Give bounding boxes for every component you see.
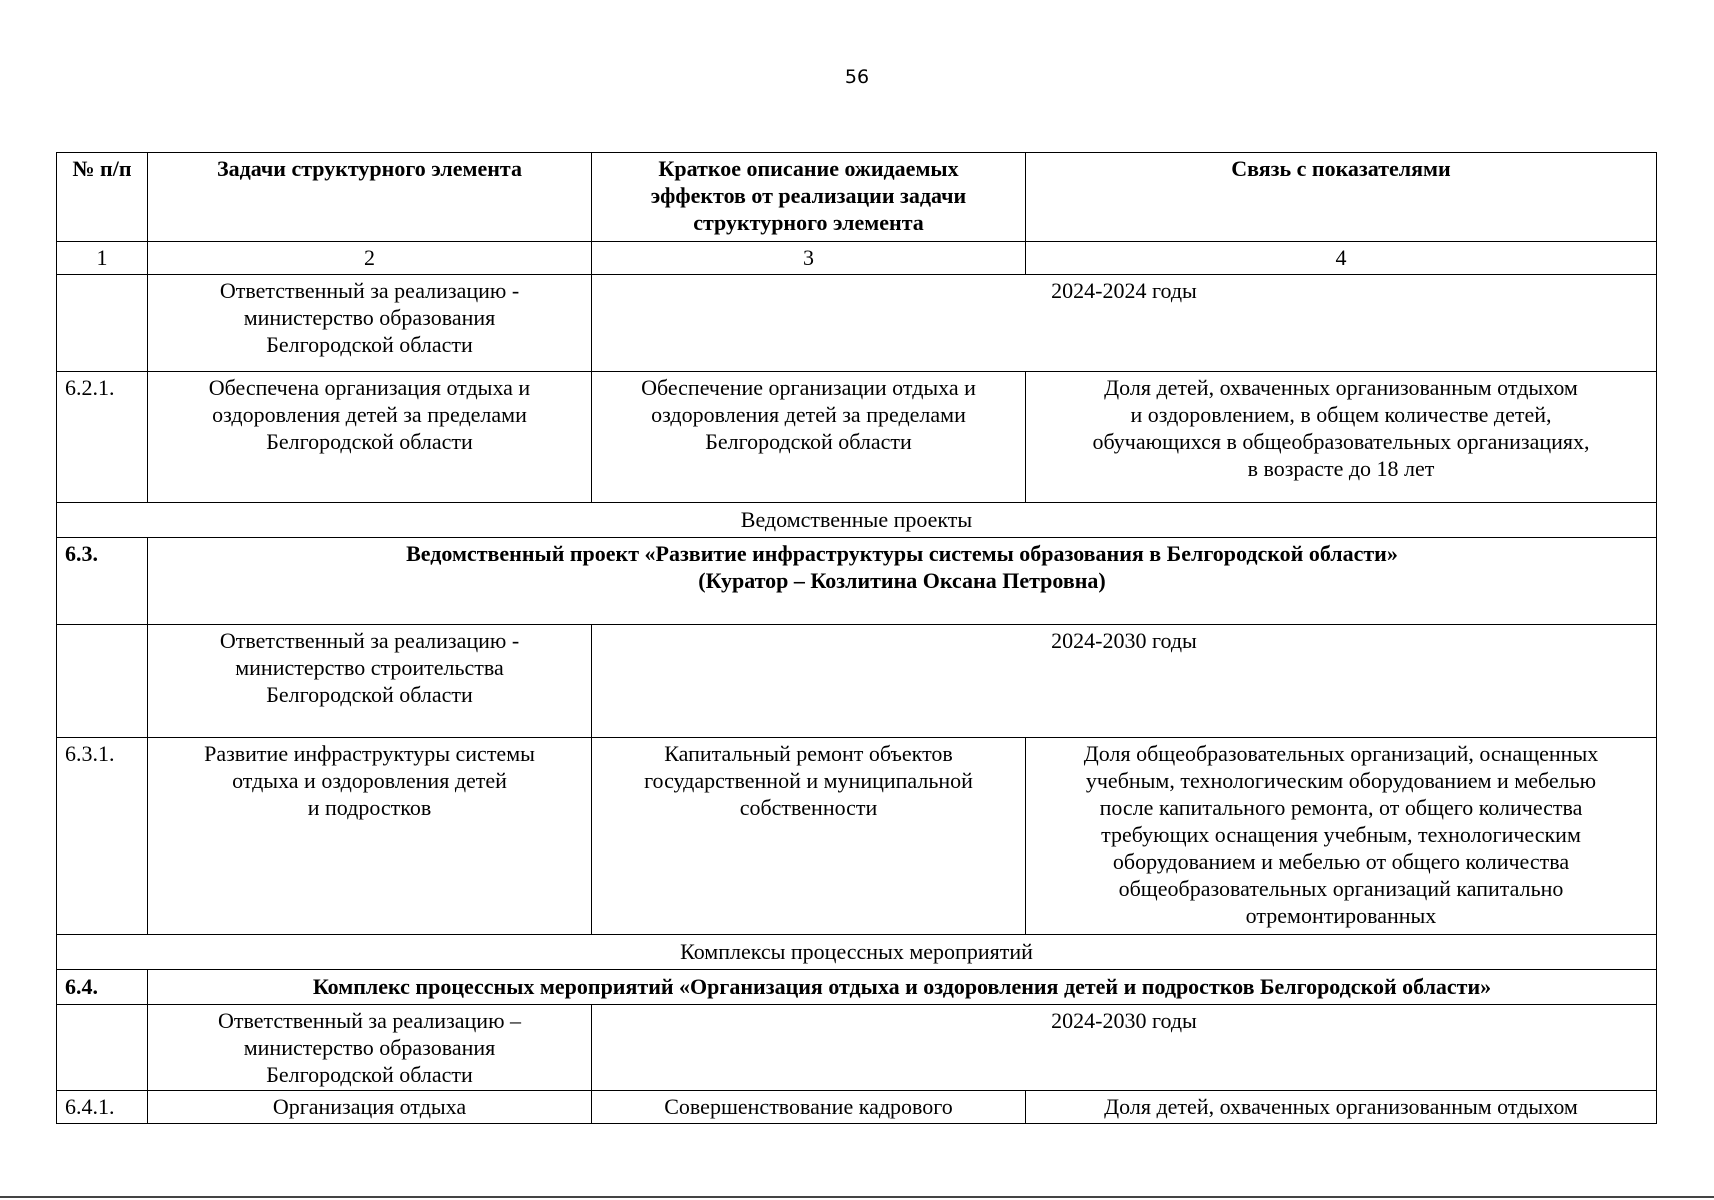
task-cell: Обеспечена организация отдыха и оздоровления детей за пределами Белгородской области [148, 372, 592, 503]
empty-cell [57, 625, 148, 738]
row-number: 6.4.1. [57, 1091, 148, 1124]
responsible-cell: Ответственный за реализацию - министерство строительства Белгородской области [148, 625, 592, 738]
section-row [57, 503, 1657, 538]
complex-title: Комплекс процессных мероприятий «Организация отдыха и оздоровления детей и подростков Белгородской области» [148, 970, 1657, 1005]
task-cell: Развитие инфраструктуры системы отдыха и оздоровления детей и подростков [148, 738, 592, 935]
header-indicators: Связь с показателями [1026, 153, 1657, 242]
effect-cell: Капитальный ремонт объектов государственной и муниципальной собственности [592, 738, 1026, 935]
table-row [57, 1005, 1657, 1091]
period-cell: 2024-2030 годы [592, 1005, 1657, 1091]
period-cell: 2024-2024 годы [592, 275, 1657, 372]
indicator-cell: Доля детей, охваченных организованным отдыхом и оздоровлением, в общем количестве детей, обучающихся в общеобразовательных организациях, в возрасте до 18 лет [1026, 372, 1657, 503]
column-index-1: 1 [57, 242, 148, 275]
complex-row [57, 970, 1657, 1005]
effect-cell: Обеспечение организации отдыха и оздоровления детей за пределами Белгородской области [592, 372, 1026, 503]
page-number: 56 [844, 66, 870, 88]
responsible-cell: Ответственный за реализацию - министерство образования Белгородской области [148, 275, 592, 372]
empty-cell [57, 275, 148, 372]
project-row [57, 538, 1657, 625]
column-index-4: 4 [1026, 242, 1657, 275]
period-cell: 2024-2030 годы [592, 625, 1657, 738]
table-row [57, 372, 1657, 503]
section-title: Комплексы процессных мероприятий [57, 935, 1657, 970]
responsible-cell: Ответственный за реализацию – министерство образования Белгородской области [148, 1005, 592, 1091]
section-title: Ведомственные проекты [57, 503, 1657, 538]
row-number: 6.3.1. [57, 738, 148, 935]
empty-cell [57, 1005, 148, 1091]
table-row [57, 1091, 1657, 1124]
project-title: Ведомственный проект «Развитие инфраструктуры системы образования в Белгородской области» (Куратор – Козлитина Оксана Петровна) [148, 538, 1657, 625]
page-bottom-edge [0, 1196, 1714, 1198]
section-row [57, 935, 1657, 970]
table-row [57, 625, 1657, 738]
table-row [57, 738, 1657, 935]
effect-cell: Совершенствование кадрового [592, 1091, 1026, 1124]
table-header-row [57, 153, 1657, 242]
structural-elements-table [56, 152, 1657, 1124]
header-effects: Краткое описание ожидаемых эффектов от реализации задачи структурного элемента [592, 153, 1026, 242]
table-row [57, 275, 1657, 372]
header-number: № п/п [57, 153, 148, 242]
column-index-row [57, 242, 1657, 275]
task-cell: Организация отдыха [148, 1091, 592, 1124]
column-index-2: 2 [148, 242, 592, 275]
column-index-3: 3 [592, 242, 1026, 275]
header-tasks: Задачи структурного элемента [148, 153, 592, 242]
indicator-cell: Доля общеобразовательных организаций, оснащенных учебным, технологическим оборудованием и мебелью после капитального ремонта, от общего количества требующих оснащения учебным, технологическим оборудованием и мебелью от общего количества общеобразовательных организаций капитально отремонтированных [1026, 738, 1657, 935]
row-number: 6.4. [57, 970, 148, 1005]
row-number: 6.3. [57, 538, 148, 625]
indicator-cell: Доля детей, охваченных организованным отдыхом [1026, 1091, 1657, 1124]
row-number: 6.2.1. [57, 372, 148, 503]
